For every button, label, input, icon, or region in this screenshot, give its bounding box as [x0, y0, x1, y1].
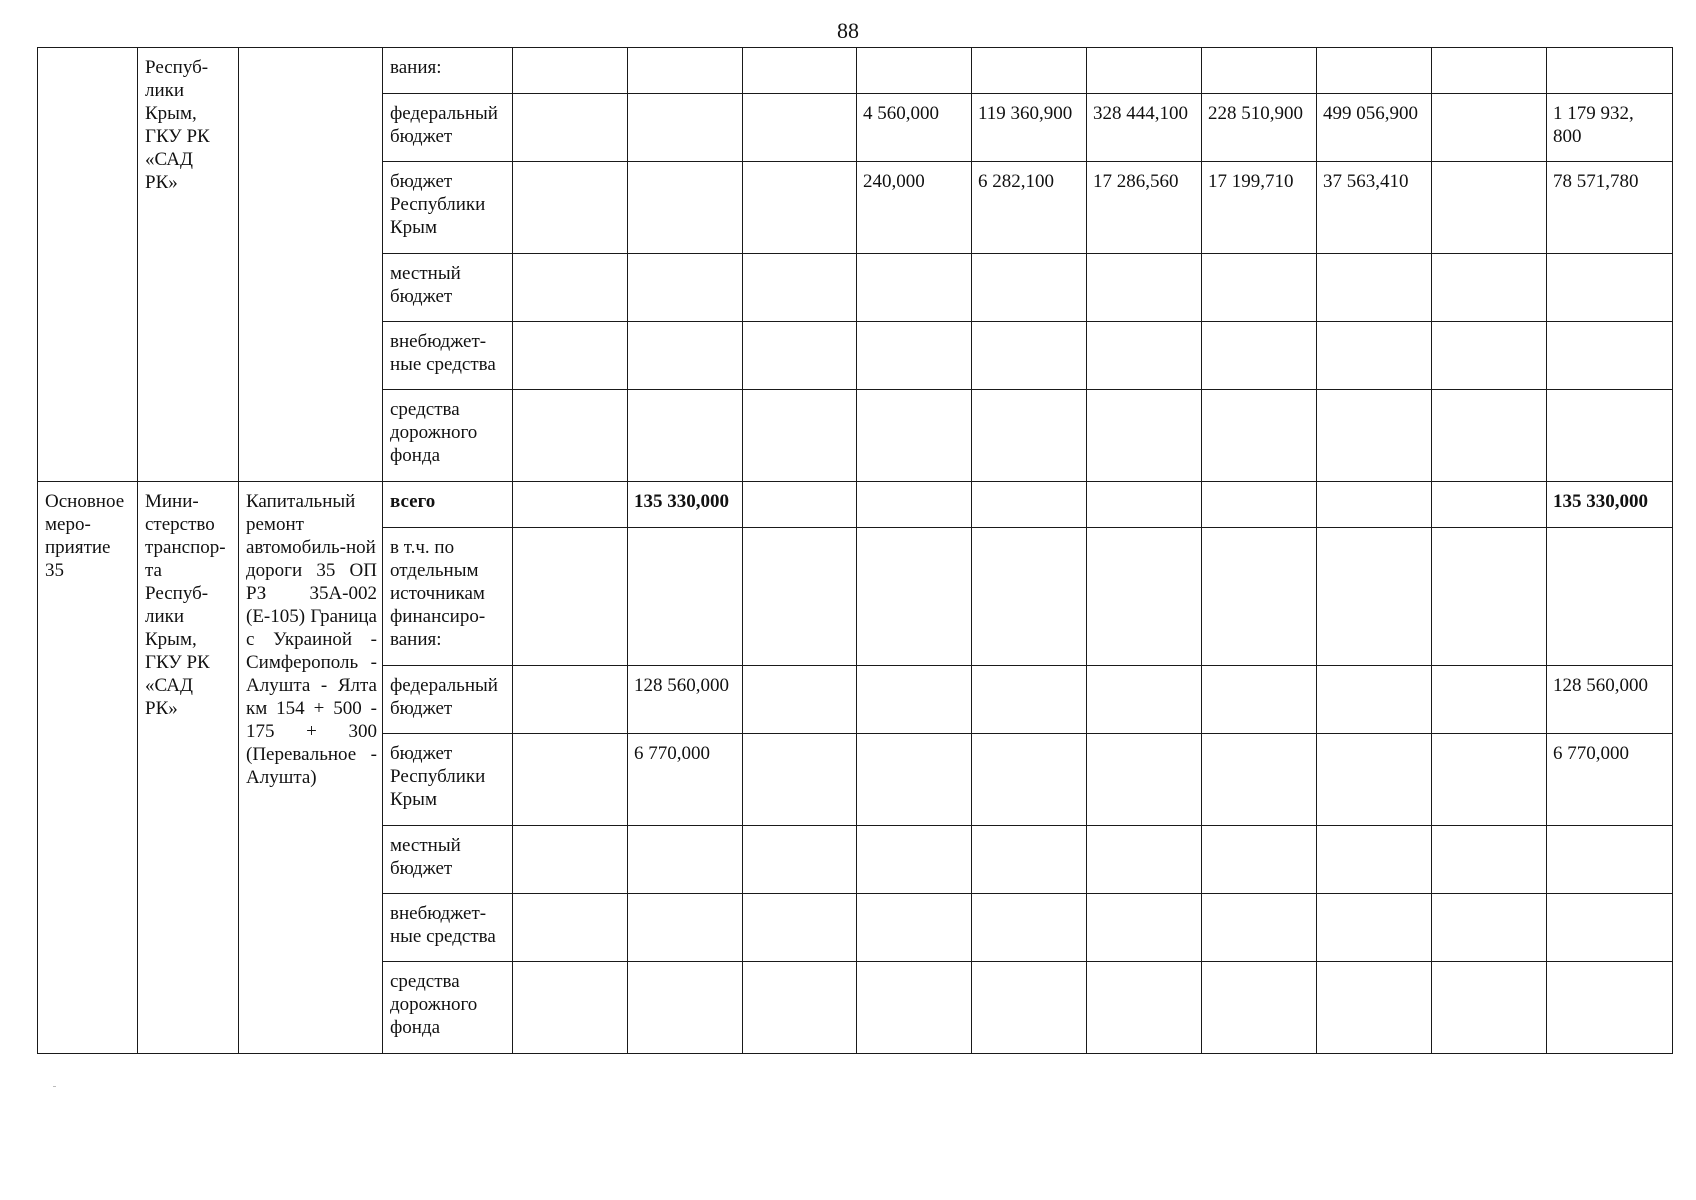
amount-cell [857, 390, 972, 482]
amount-cell [857, 322, 972, 390]
amount-cell [1317, 734, 1432, 826]
funding-source-cell: федеральный бюджет [383, 666, 513, 734]
amount-cell [1432, 894, 1547, 962]
description-cell: Капитальный ремонт автомобиль-ной дороги 35 ОП РЗ 35А-002 (Е-105) Граница с Украиной - Симферополь - Алушта - Ялта км 154 + 500 - 175 + 300 (Перевальное - Алушта) [239, 482, 383, 1054]
amount-cell: 328 444,100 [1087, 94, 1202, 162]
measure-cell: Основное меро- приятие 35 [38, 482, 138, 1054]
amount-cell [972, 322, 1087, 390]
amount-cell: 37 563,410 [1317, 162, 1432, 254]
amount-cell [1547, 894, 1673, 962]
amount-cell [1087, 254, 1202, 322]
amount-cell [1317, 666, 1432, 734]
amount-cell [513, 322, 628, 390]
funding-source-cell: всего [383, 482, 513, 528]
amount-cell [743, 666, 857, 734]
table-row [38, 482, 1673, 528]
amount-cell [1087, 734, 1202, 826]
amount-cell [1432, 254, 1547, 322]
amount-cell: 228 510,900 [1202, 94, 1317, 162]
amount-cell [1547, 528, 1673, 666]
amount-cell [857, 734, 972, 826]
amount-cell [628, 894, 743, 962]
amount-cell [972, 390, 1087, 482]
scan-speck [53, 1086, 56, 1087]
amount-cell [743, 962, 857, 1054]
funding-source-cell: местный бюджет [383, 826, 513, 894]
amount-cell [1087, 482, 1202, 528]
amount-cell [1202, 254, 1317, 322]
funding-source-cell: внебюджет- ные средства [383, 322, 513, 390]
amount-cell [513, 826, 628, 894]
amount-cell [1202, 528, 1317, 666]
amount-cell [1317, 390, 1432, 482]
amount-cell: 240,000 [857, 162, 972, 254]
amount-cell [1547, 48, 1673, 94]
amount-cell [1317, 894, 1432, 962]
amount-cell [972, 48, 1087, 94]
amount-cell: 128 560,000 [628, 666, 743, 734]
amount-cell [628, 322, 743, 390]
amount-cell [1317, 482, 1432, 528]
amount-cell: 128 560,000 [1547, 666, 1673, 734]
executor-cell: Мини- стерство транспор- та Респуб- лики Крым, ГКУ РК «САД РК» [138, 482, 239, 1054]
amount-cell [743, 528, 857, 666]
amount-cell [1202, 482, 1317, 528]
amount-cell [628, 254, 743, 322]
amount-cell [1087, 962, 1202, 1054]
amount-cell: 6 282,100 [972, 162, 1087, 254]
funding-source-cell: местный бюджет [383, 254, 513, 322]
amount-cell: 135 330,000 [628, 482, 743, 528]
amount-cell [1432, 528, 1547, 666]
amount-cell [972, 894, 1087, 962]
amount-cell [1202, 826, 1317, 894]
amount-cell [1087, 390, 1202, 482]
amount-cell [513, 254, 628, 322]
description-cell [239, 48, 383, 482]
amount-cell [1202, 48, 1317, 94]
amount-cell: 135 330,000 [1547, 482, 1673, 528]
amount-cell [857, 528, 972, 666]
amount-cell [513, 162, 628, 254]
amount-cell [743, 254, 857, 322]
amount-cell: 119 360,900 [972, 94, 1087, 162]
amount-cell [1087, 666, 1202, 734]
amount-cell [1202, 390, 1317, 482]
amount-cell [743, 48, 857, 94]
funding-source-cell: внебюджет- ные средства [383, 894, 513, 962]
amount-cell [1317, 826, 1432, 894]
amount-cell [743, 162, 857, 254]
amount-cell: 499 056,900 [1317, 94, 1432, 162]
amount-cell: 1 179 932, 800 [1547, 94, 1673, 162]
measure-cell [38, 48, 138, 482]
funding-table [37, 47, 1673, 1054]
executor-cell: Респуб- лики Крым, ГКУ РК «САД РК» [138, 48, 239, 482]
amount-cell [743, 482, 857, 528]
amount-cell [628, 162, 743, 254]
amount-cell [743, 894, 857, 962]
amount-cell [972, 666, 1087, 734]
amount-cell [857, 254, 972, 322]
amount-cell [972, 254, 1087, 322]
amount-cell [1087, 48, 1202, 94]
amount-cell: 4 560,000 [857, 94, 972, 162]
amount-cell [972, 482, 1087, 528]
amount-cell [513, 528, 628, 666]
amount-cell [628, 962, 743, 1054]
amount-cell [743, 322, 857, 390]
amount-cell [1432, 162, 1547, 254]
amount-cell [1547, 254, 1673, 322]
amount-cell [857, 48, 972, 94]
amount-cell [1432, 666, 1547, 734]
amount-cell [1432, 482, 1547, 528]
amount-cell [1432, 962, 1547, 1054]
amount-cell [513, 734, 628, 826]
amount-cell [628, 528, 743, 666]
funding-source-cell: в т.ч. по отдельным источникам финансиро- вания: [383, 528, 513, 666]
amount-cell [857, 894, 972, 962]
amount-cell [1317, 48, 1432, 94]
amount-cell [1547, 390, 1673, 482]
amount-cell [513, 666, 628, 734]
amount-cell: 6 770,000 [1547, 734, 1673, 826]
amount-cell [1432, 390, 1547, 482]
amount-cell [972, 734, 1087, 826]
amount-cell [743, 390, 857, 482]
amount-cell [1547, 962, 1673, 1054]
amount-cell [1202, 962, 1317, 1054]
amount-cell: 17 199,710 [1202, 162, 1317, 254]
amount-cell [628, 826, 743, 894]
amount-cell [1432, 48, 1547, 94]
amount-cell [513, 48, 628, 94]
amount-cell [743, 94, 857, 162]
amount-cell [1202, 734, 1317, 826]
amount-cell [513, 482, 628, 528]
amount-cell [513, 390, 628, 482]
funding-source-cell: бюджет Республики Крым [383, 162, 513, 254]
funding-source-cell: вания: [383, 48, 513, 94]
amount-cell [1432, 94, 1547, 162]
amount-cell [513, 894, 628, 962]
amount-cell [513, 94, 628, 162]
amount-cell [972, 528, 1087, 666]
page-number: 88 [837, 18, 859, 43]
amount-cell [1317, 528, 1432, 666]
amount-cell [857, 666, 972, 734]
amount-cell [1202, 894, 1317, 962]
amount-cell [1317, 962, 1432, 1054]
funding-source-cell: средства дорожного фонда [383, 390, 513, 482]
amount-cell [628, 48, 743, 94]
amount-cell: 78 571,780 [1547, 162, 1673, 254]
amount-cell [1432, 826, 1547, 894]
amount-cell [1432, 322, 1547, 390]
funding-source-cell: средства дорожного фонда [383, 962, 513, 1054]
amount-cell [1202, 666, 1317, 734]
amount-cell [1547, 826, 1673, 894]
amount-cell [1087, 894, 1202, 962]
amount-cell [857, 482, 972, 528]
amount-cell [1087, 528, 1202, 666]
amount-cell: 6 770,000 [628, 734, 743, 826]
amount-cell [513, 962, 628, 1054]
amount-cell [1317, 322, 1432, 390]
amount-cell [1087, 826, 1202, 894]
amount-cell [857, 962, 972, 1054]
amount-cell [1547, 322, 1673, 390]
table-row [38, 48, 1673, 94]
amount-cell [743, 734, 857, 826]
amount-cell: 17 286,560 [1087, 162, 1202, 254]
amount-cell [1317, 254, 1432, 322]
amount-cell [628, 94, 743, 162]
amount-cell [1432, 734, 1547, 826]
amount-cell [1202, 322, 1317, 390]
amount-cell [1087, 322, 1202, 390]
funding-source-cell: федеральный бюджет [383, 94, 513, 162]
funding-source-cell: бюджет Республики Крым [383, 734, 513, 826]
amount-cell [628, 390, 743, 482]
amount-cell [857, 826, 972, 894]
amount-cell [972, 826, 1087, 894]
amount-cell [743, 826, 857, 894]
amount-cell [972, 962, 1087, 1054]
